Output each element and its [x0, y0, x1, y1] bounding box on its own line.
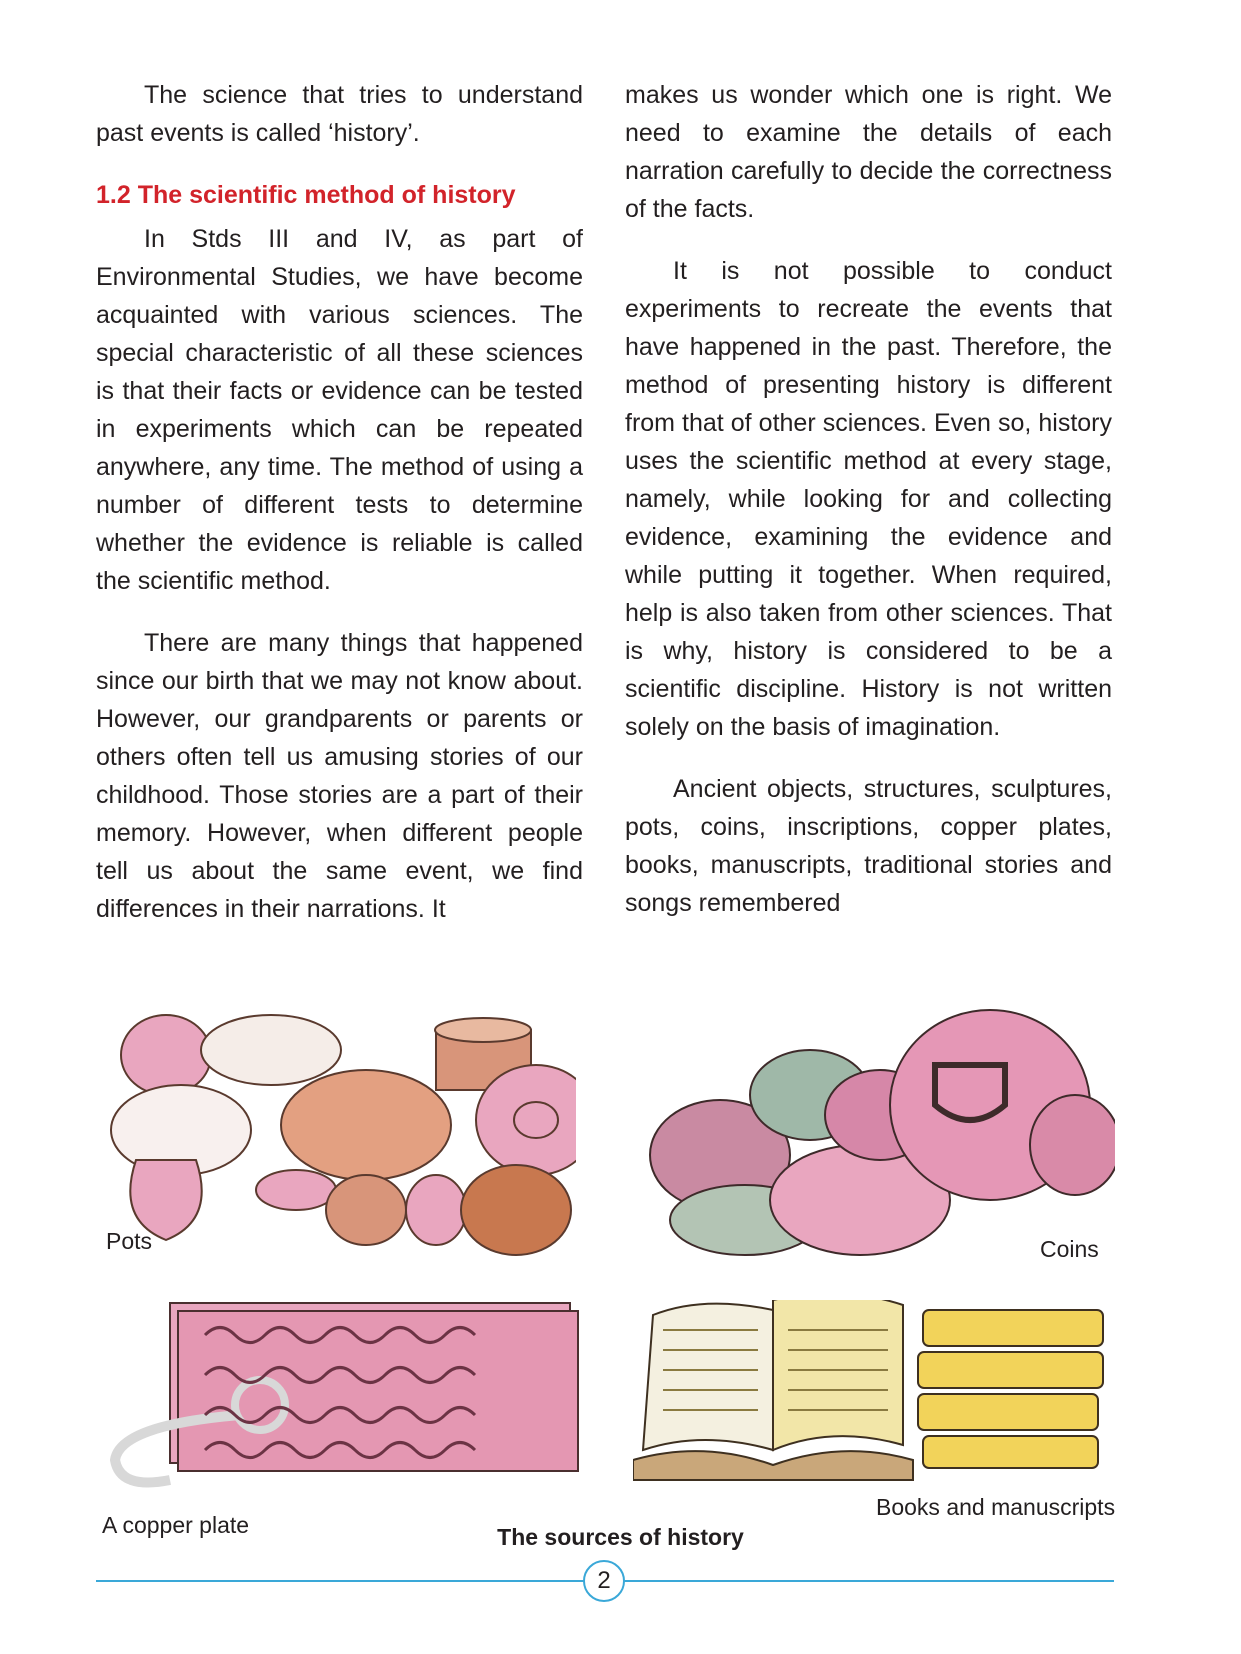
pots-caption: Pots — [106, 1228, 153, 1254]
right-column — [625, 76, 1112, 946]
left-column — [96, 76, 583, 952]
figure-title: The sources of history — [497, 1524, 744, 1550]
books-caption: Books and manuscripts — [876, 1494, 1116, 1520]
books-illustration — [633, 1300, 1113, 1490]
page-number: 2 — [583, 1560, 625, 1602]
pots-illustration — [96, 1010, 576, 1260]
paragraph: There are many things that happened since our birth that we may not know about. However, our grandparents or parents or others often tell us amusing stories of our childhood. Those stories are a part of their memory. However, when different people tell us about the same event, we find differences in their narrations. It — [96, 629, 583, 923]
coins-illustration — [645, 1005, 1115, 1260]
paragraph: It is not possible to conduct experiments to recreate the events that have happened in the past. Therefore, the method of presenting history is different from that of other sciences. Even so, history uses the scientific method at every stage, namely, while looking for and collecting evidence, examining the evidence and while putting it together. When required, help is also taken from other sciences. That is why, history is considered to be a scientific discipline. History is not written solely on the basis of imagination. — [625, 257, 1112, 741]
paragraph: In Stds III and IV, as part of Environmental Studies, we have become acquainted with various sciences. The special characteristic of all these sciences is that their facts or evidence can be tested in experiments which can be repeated anywhere, any time. The method of using a number of different tests to determine whether the evidence is reliable is called the scientific method. — [96, 225, 583, 595]
paragraph: The science that tries to understand past events is called ‘history’. — [96, 81, 583, 147]
paragraph: makes us wonder which one is right. We need to examine the details of each narration carefully to decide the correctness of the facts. — [625, 81, 1112, 223]
copper-plate-illustration — [110, 1295, 580, 1495]
section-heading: 1.2 The scientific method of history — [96, 181, 516, 209]
copper-plate-caption: A copper plate — [102, 1512, 250, 1538]
coins-caption: Coins — [1040, 1236, 1099, 1262]
paragraph: Ancient objects, structures, sculptures, pots, coins, inscriptions, copper plates, books, manuscripts, traditional stories and songs remembered — [625, 775, 1112, 917]
